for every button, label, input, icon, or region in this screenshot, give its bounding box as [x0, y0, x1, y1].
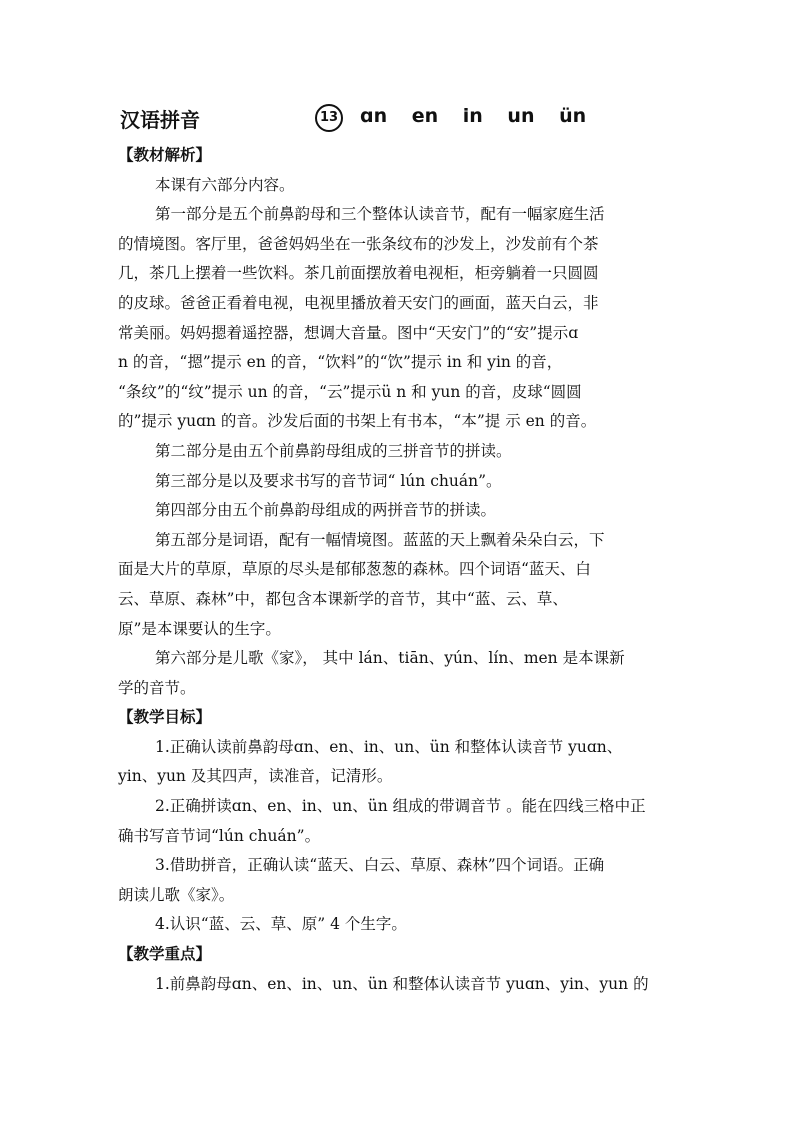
section-heading: 【教学目标】 — [118, 708, 212, 727]
text-line: 1.正确认读前鼻韵母ɑn、en、in、un、ün 和整体认读音节 yuɑn、 — [155, 737, 623, 756]
text-line: 4.认识“蓝、云、草、原” 4 个生字。 — [155, 915, 407, 934]
text-line: 3.借助拼音，正确认读“蓝天、白云、草原、森林”四个词语。正确 — [155, 856, 605, 875]
text-line: 面是大片的草原，草原的尽头是郁郁葱葱的森林。四个词语“蓝天、白 — [118, 560, 591, 579]
text-line: 第三部分是以及要求书写的音节词“ lún chuán”。 — [155, 471, 502, 490]
page-title: 汉语拼音 — [120, 108, 200, 132]
text-line: 第一部分是五个前鼻韵母和三个整体认读音节，配有一幅家庭生活 — [155, 205, 605, 224]
text-line: 的情境图。客厅里，爸爸妈妈坐在一张条纹布的沙发上，沙发前有个茶 — [118, 234, 599, 253]
text-line: “条纹”的“纹”提示 un 的音，“云”提示ü n 和 yun 的音，皮球“圆圆 — [118, 382, 582, 401]
section-heading: 【教学重点】 — [118, 945, 212, 964]
text-line: 几，茶几上摆着一些饮料。茶几前面摆放着电视柜，柜旁躺着一只圆圆 — [118, 264, 599, 283]
text-line: 2.正确拼读ɑn、en、in、un、ün 组成的带调音节 。能在四线三格中正 — [155, 797, 646, 816]
document-body — [118, 141, 678, 999]
section-heading: 【教材解析】 — [118, 146, 212, 164]
text-line: 第二部分是由五个前鼻韵母组成的三拼音节的拼读。 — [155, 441, 512, 460]
text-line: 第四部分由五个前鼻韵母组成的两拼音节的拼读。 — [155, 501, 497, 520]
lesson-syllables: ɑn en in un ün — [360, 105, 587, 127]
text-line: yin、yun 及其四声，读准音，记清形。 — [118, 767, 393, 786]
text-line: 1.前鼻韵母ɑn、en、in、un、ün 和整体认读音节 yuɑn、yin、yun 的 — [155, 974, 649, 993]
text-line: 原”是本课要认的生字。 — [118, 619, 281, 638]
text-line: 的”提示 yuɑn 的音。沙发后面的书架上有书本，“本”提 示 en 的音。 — [118, 412, 597, 431]
title-row — [120, 104, 680, 134]
text-line: 云、草原、森林”中，都包含本课新学的音节，其中“蓝、云、草、 — [118, 589, 568, 608]
text-line: n 的音，“摁”提示 en 的音，“饮料”的“饮”提示 in 和 yin 的音， — [118, 353, 563, 372]
text-line: 常美丽。妈妈摁着遥控器，想调大音量。图中“天安门”的“安”提示ɑ — [118, 323, 579, 342]
text-line: 确书写音节词“lún chuán”。 — [118, 826, 321, 845]
text-line: 本课有六部分内容。 — [155, 175, 295, 194]
text-line: 的皮球。爸爸正看着电视，电视里播放着天安门的画面，蓝天白云，非 — [118, 293, 599, 312]
lesson-number-badge: 13 — [315, 104, 343, 132]
text-line: 朗读儿歌《家》。 — [118, 885, 235, 904]
text-line: 第五部分是词语，配有一幅情境图。蓝蓝的天上飘着朵朵白云，下 — [155, 530, 605, 549]
text-line: 学的音节。 — [118, 678, 196, 697]
text-line: 第六部分是儿歌《家》， 其中 lán、tiān、yún、lín、men 是本课新 — [155, 649, 625, 668]
